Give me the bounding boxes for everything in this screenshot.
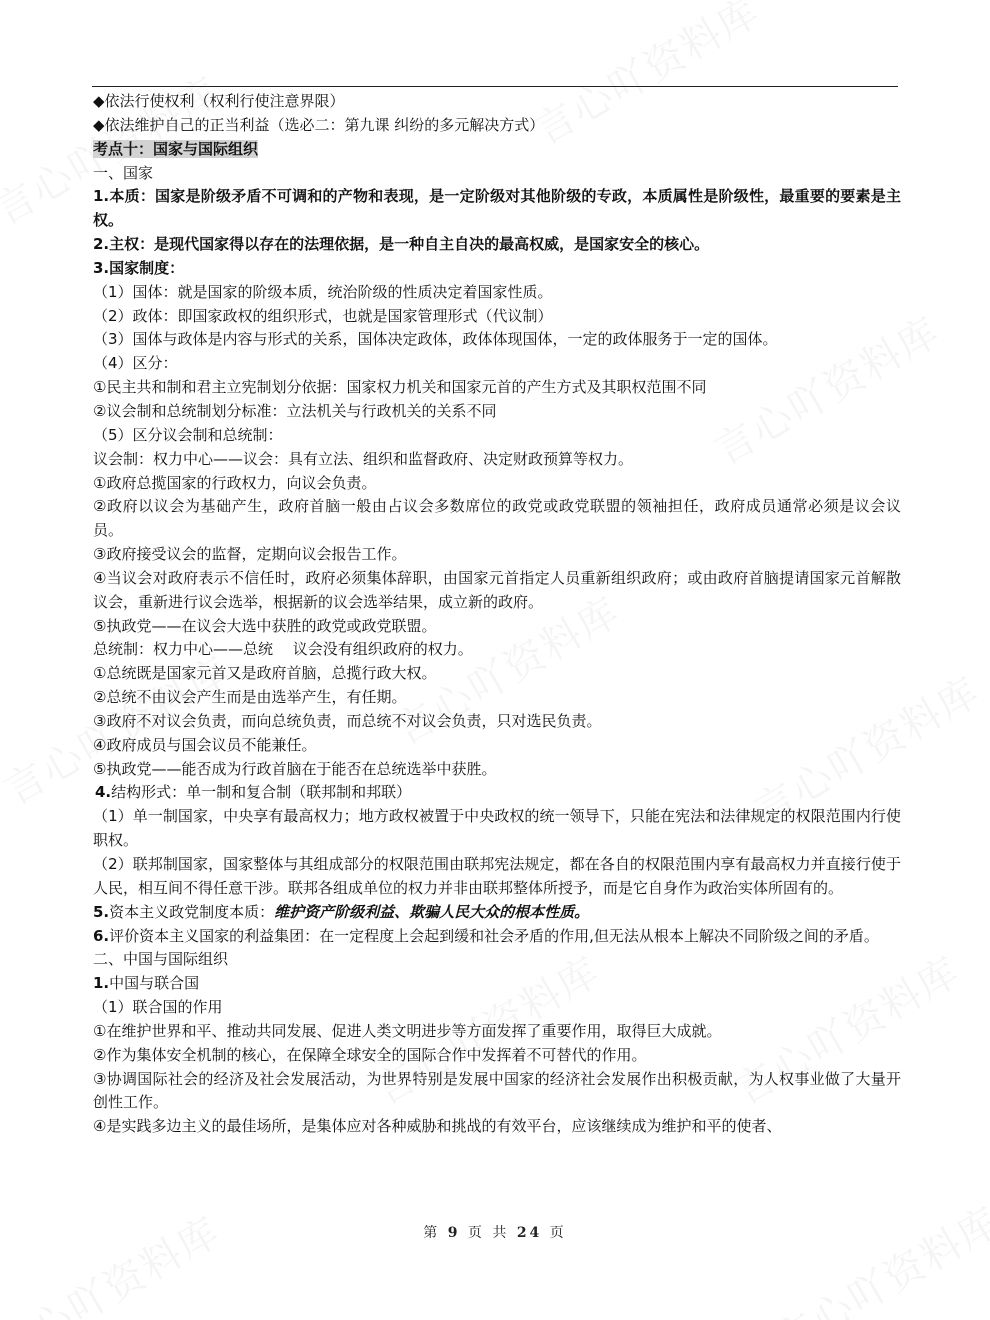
- body-line: [93, 662, 901, 686]
- line-text: （3）国体与政体是内容与形式的关系，国体决定政体，政体体现国体，一定的政体服务于一定的国体。: [93, 330, 778, 349]
- body-line: [93, 352, 901, 376]
- body-line: [93, 1068, 901, 1116]
- body-line: [93, 567, 901, 615]
- subheading-line: [93, 948, 901, 972]
- numbered-item: [93, 781, 901, 805]
- line-text: ②总统不由议会产生而是由选举产生，有任期。: [93, 688, 407, 707]
- numbered-item: [93, 185, 901, 233]
- numbered-item: [93, 925, 901, 949]
- item-number: 5.: [93, 902, 110, 921]
- body-line: [93, 615, 901, 639]
- line-text: 一、国家: [93, 163, 154, 182]
- line-text: ◆依法行使权利（权利行使注意界限）: [93, 92, 345, 110]
- line-text: ④当议会对政府表示不信任时，政府必须集体辞职，由国家元首指定人员重新组织政府；或由政府首脑提请国家元首解散议会，重新进行议会选举，根据新的议会选举结果，成立新的政府。: [93, 568, 901, 611]
- line-text: ②作为集体安全机制的核心，在保障全球安全的国际合作中发挥着不可替代的作用。: [93, 1045, 647, 1064]
- heading-text: 考点十：国家与国际组织: [93, 139, 259, 158]
- numbered-item: [93, 901, 901, 925]
- line-text: （2）政体：即国家政权的组织形式，也就是国家管理形式（代议制）: [93, 306, 553, 325]
- line-text: （1）单一制国家，中央享有最高权力；地方政权被置于中央政权的统一领导下，只能在宪法和法律规定的权限范围内行使职权。: [93, 807, 901, 850]
- item-number: 1.: [93, 974, 110, 993]
- watermark-text: [0, 1201, 229, 1320]
- item-number: 6.: [93, 926, 110, 945]
- body-line: [93, 853, 901, 901]
- body-line: [93, 543, 901, 567]
- numbered-item: [93, 972, 901, 996]
- line-text: ⑤执政党——能否成为行政首脑在于能否在总统选举中获胜。: [93, 759, 497, 778]
- line-text: 国家制度：: [109, 258, 185, 277]
- body-line: [93, 424, 901, 448]
- body-line: [93, 1115, 901, 1139]
- body-line: [93, 805, 901, 853]
- body-line: [93, 1044, 901, 1068]
- line-text: ④政府成员与国会议员不能兼任。: [93, 735, 317, 754]
- footer-text: 页: [549, 1225, 567, 1241]
- document-body: [93, 90, 901, 1139]
- section-heading: [93, 138, 901, 162]
- item-number: 1.: [93, 187, 110, 206]
- emphasis-text: 维护资产阶级利益、欺骗人民大众的根本性质。: [274, 902, 590, 921]
- line-text: 二、中国与国际组织: [93, 950, 229, 969]
- line-text: ③政府接受议会的监督，定期向议会报告工作。: [93, 545, 407, 564]
- numbered-item: [93, 257, 901, 281]
- footer-text: 页 共: [467, 1225, 510, 1241]
- body-line: [93, 710, 901, 734]
- line-text: ②议会制和总统制划分标准：立法机关与行政机关的关系不同: [93, 401, 497, 420]
- line-text: 中国与联合国: [109, 974, 200, 993]
- line-text: （5）区分议会制和总统制：: [93, 425, 283, 444]
- line-text: （2）联邦制国家，国家整体与其组成部分的权限范围由联邦宪法规定，都在各自的权限范围内享有最高权力并直接行使于人民，相互间不得任意干涉。联邦各组成单位的权力并非由联邦整体所授予，而是它自身作为政治实体所固有的。: [93, 855, 901, 897]
- subheading-line: [93, 162, 901, 186]
- line-text: （4）区分：: [93, 354, 178, 373]
- body-line: [93, 448, 901, 472]
- bullet-line: [93, 90, 901, 114]
- body-line: [93, 400, 901, 424]
- line-text: ③政府不对议会负责，而向总统负责，而总统不对议会负责，只对选民负责。: [93, 711, 602, 730]
- current-page-number: 9: [447, 1225, 461, 1241]
- line-text: ①政府总揽国家的行政权力，向议会负责。: [93, 473, 377, 492]
- body-line: [93, 495, 901, 543]
- body-line: [93, 305, 901, 329]
- item-number: 2.: [93, 235, 110, 254]
- line-text: （1）联合国的作用: [93, 998, 223, 1017]
- numbered-item: [93, 233, 901, 257]
- line-text: 主权：是现代国家得以存在的法理依据，是一种自主自决的最高权威，是国家安全的核心。: [109, 235, 710, 254]
- header-rule: [92, 86, 898, 87]
- line-text: ②政府以议会为基础产生，政府首脑一般由占议会多数席位的政党或政党联盟的领袖担任，政府成员通常必须是议会议员。: [93, 497, 901, 540]
- body-line: [93, 376, 901, 400]
- line-text: ③协调国际社会的经济及社会发展活动，为世界特别是发展中国家的经济社会发展作出积极贡献，为人权事业做了大量开创性工作。: [93, 1069, 901, 1112]
- body-line: [93, 1020, 901, 1044]
- line-text: 资本主义政党制度本质：: [109, 902, 275, 921]
- line-text: ①总统既是国家元首又是政府首脑，总揽行政大权。: [93, 664, 437, 683]
- body-line: [93, 734, 901, 758]
- page-footer: [0, 1222, 990, 1242]
- line-text: ①在维护世界和平、推动共同发展、促进人类文明进步等方面发挥了重要作用，取得巨大成就。: [93, 1021, 722, 1040]
- footer-text: 第: [423, 1225, 441, 1241]
- body-line: [93, 758, 901, 782]
- line-text: （1）国体：就是国家的阶级本质，统治阶级的性质决定着国家性质。: [93, 282, 553, 301]
- total-page-count: 24: [516, 1225, 543, 1241]
- line-text: 结构形式：单一制和复合制（联邦制和邦联）: [111, 783, 412, 802]
- body-line: [93, 328, 901, 352]
- watermark-text: [763, 1191, 990, 1320]
- body-line: [93, 686, 901, 710]
- line-text: ⑤执政党——在议会大选中获胜的政党或政党联盟。: [93, 616, 437, 635]
- line-text: ①民主共和制和君主立宪制划分依据：国家权力机关和国家元首的产生方式及其职权范围不同: [93, 378, 707, 397]
- bullet-line: [93, 114, 901, 138]
- item-number: 3.: [93, 258, 110, 277]
- line-text: 评价资本主义国家的利益集团：在一定程度上会起到缓和社会矛盾的作用,但无法从根本上解决不同阶级之间的矛盾。: [109, 926, 879, 945]
- line-text: 本质：国家是阶级矛盾不可调和的产物和表现，是一定阶级对其他阶级的专政，本质属性是阶级性，最重要的要素是主权。: [93, 187, 901, 230]
- line-text: 议会制：权力中心——议会：具有立法、组织和监督政府、决定财政预算等权力。: [93, 449, 634, 468]
- line-text: ④是实践多边主义的最佳场所，是集体应对各种威胁和挑战的有效平台，应该继续成为维护和平的使者、: [93, 1117, 782, 1136]
- body-line: [93, 996, 901, 1020]
- item-number: 4.: [95, 783, 112, 802]
- body-line: [93, 472, 901, 496]
- line-text: 总统制：权力中心——总统 议会没有组织政府的权力。: [93, 640, 473, 659]
- body-line: [93, 281, 901, 305]
- body-line: [93, 638, 901, 662]
- line-text: ◆依法维护自己的正当利益（选必二：第九课 纠纷的多元解决方式）: [93, 115, 545, 134]
